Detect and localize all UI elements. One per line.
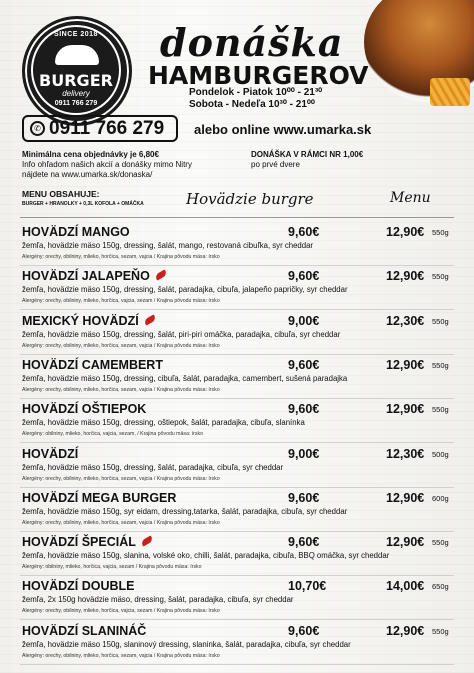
item-divider <box>20 309 454 310</box>
delivery-info <box>251 150 363 170</box>
item-allergens: Alergény: orechy, obilniny, mlieko, horčica, sezam, vajcia / Krajina pôvodu mäsa: írsko <box>22 519 220 526</box>
item-allergens: Alergény: obilniny, mlieko, horčica, vajcia, sezam, / Krajina pôvodu mäsa: írsko <box>22 431 203 438</box>
item-name-text: HOVÄDZÍ MEGA BURGER <box>22 490 177 505</box>
item-description: žemľa, hovädzie mäso 150g, dressing, cibuľa, šalát, paradajka, camembert, sušená paradajka <box>22 373 348 383</box>
item-name <box>22 491 176 505</box>
item-menu-price: 12,90€ <box>386 357 425 372</box>
item-price: 9,60€ <box>288 490 320 505</box>
item-name <box>22 269 167 283</box>
item-description: žemľa, hovädzie mäso 150g, dressing, šalát, piri-piri omáčka, paradajka, cibuľa, syr cheddar <box>22 329 341 339</box>
phone-icon: ✆ <box>30 121 45 136</box>
item-divider <box>20 354 454 355</box>
item-description: žemľa, hovädzie mäso 150g, dressing, šalát, paradajka, cibuľa, jalapeño papričky, syr cheddar <box>22 285 348 295</box>
menu-item[interactable] <box>22 225 456 269</box>
item-divider <box>20 531 454 532</box>
item-weight: 550g <box>432 405 449 415</box>
hours-weekend: Sobota - Nedeľa 10³⁰ - 21⁰⁰ <box>189 99 315 110</box>
column-menu: Menu <box>390 190 431 206</box>
item-allergens: Alergény: orechy, obilniny, mlieko, horčica, vajcia, sezam / Krajina pôvodu mäsa: írsko <box>22 608 220 615</box>
menu-item[interactable] <box>22 624 456 668</box>
online-order-link[interactable]: alebo online www.umarka.sk <box>194 122 372 137</box>
column-beef-burgers: Hovädzie burgre <box>186 190 314 208</box>
delivery-price-text: DONÁŠKA V RÁMCI NR 1,00€ <box>251 150 364 159</box>
logo-delivery-text: delivery <box>62 89 90 98</box>
item-allergens: Alergény: orechy, obilniny, mlieko, horčica, sezam, vajcia / Krajina pôvodu mäsa: írsko <box>22 652 220 659</box>
burger-icon <box>55 45 99 65</box>
item-divider <box>20 265 454 266</box>
burger-delivery-logo <box>22 16 132 126</box>
item-price: 9,60€ <box>288 535 320 550</box>
item-allergens: Alergény: orechy, obilniny, mlieko, horčica, sezam, vajcia / Krajina pôvodu mäsa: írsko <box>22 342 220 349</box>
item-allergens: Alergény: orechy, obilniny, mlieko, horčica, sezam, vajcia / Krajina pôvodu mäsa: írsko <box>22 386 220 393</box>
title-donaska: donáška <box>160 20 344 65</box>
menu-item[interactable] <box>22 579 456 623</box>
item-price: 9,00€ <box>288 313 320 328</box>
item-weight: 550g <box>432 228 449 237</box>
item-description: žemľa, hovädzie mäso 150g, slaninový dressing, slaninka, šalát, paradajka, cibuľa, syr cheddar <box>22 639 351 649</box>
title-hamburgerov: HAMBURGEROV <box>148 61 369 90</box>
item-menu-price: 12,90€ <box>386 225 425 239</box>
promo-note-2: nájdete na www.umarka.sk/donaska/ <box>22 170 153 179</box>
item-name-text: HOVÄDZÍ JALAPEŇO <box>22 269 150 284</box>
item-menu-price: 12,30€ <box>386 446 425 461</box>
item-name <box>22 225 130 239</box>
item-description: žemľa, 2x 150g hovädzie mäso, dressing, šalát, paradajka, cibuľa, syr cheddar <box>22 595 294 605</box>
header-divider <box>20 217 454 218</box>
item-name <box>22 447 78 461</box>
item-name-text: MEXICKÝ HOVÄDZÍ <box>22 313 139 328</box>
fries-photo <box>430 78 470 106</box>
menu-contains-label: MENU OBSAHUJE: <box>22 189 100 199</box>
item-name <box>22 358 163 372</box>
item-name <box>22 402 146 416</box>
item-price: 9,60€ <box>288 269 320 284</box>
item-divider <box>20 487 454 488</box>
phone-number[interactable]: 0911 766 279 <box>49 117 165 139</box>
item-name-text: HOVÄDZÍ DOUBLE <box>22 579 135 594</box>
chili-pepper-icon <box>154 270 167 281</box>
item-price: 9,60€ <box>288 357 320 372</box>
item-name <box>22 314 156 328</box>
item-allergens: Alergény: orechy, obilniny, mlieko, horčica, sezam, vajcia / Krajina pôvodu mäsa: írsko <box>22 475 220 482</box>
item-menu-price: 12,90€ <box>386 535 425 550</box>
menu-contains-detail: BURGER + HRANOLKY + 0,3L KOFOLA + OMÁČKA <box>22 201 144 207</box>
item-menu-price: 12,90€ <box>386 623 425 638</box>
item-description: žemľa, hovädzie mäso 150g, syr eidam, dressing,tatarka, šalát, paradajka, cibuľa, syr cheddar <box>22 506 348 516</box>
chili-pepper-icon <box>140 535 153 546</box>
item-price: 9,60€ <box>288 623 320 638</box>
item-menu-price: 12,90€ <box>386 490 425 505</box>
item-divider <box>20 442 454 443</box>
item-divider <box>20 575 454 576</box>
logo-since-text: SINCE 2018 <box>54 31 98 38</box>
item-divider <box>20 664 454 665</box>
item-menu-price: 12,30€ <box>386 313 425 328</box>
logo-ring <box>31 25 121 115</box>
item-name-text: HOVÄDZÍ ŠPECIÁL <box>22 535 136 550</box>
item-allergens: Alergény: orechy, obilniny, mlieko, horčica, sezam, vajcia / Krajina pôvodu mäsa: írsko <box>22 254 220 260</box>
item-weight: 550g <box>432 360 449 370</box>
item-weight: 600g <box>432 493 449 503</box>
chili-pepper-icon <box>143 314 156 325</box>
menu-item[interactable] <box>22 402 456 446</box>
item-divider <box>20 619 454 620</box>
item-weight: 550g <box>432 316 449 326</box>
phone-box[interactable] <box>22 115 178 142</box>
item-weight: 550g <box>432 626 449 636</box>
menu-item[interactable] <box>22 358 456 402</box>
item-name-text: HOVÄDZÍ OŠTIEPOK <box>22 402 147 417</box>
menu-item[interactable] <box>22 447 456 491</box>
item-name-text: HOVÄDZÍ MANGO <box>22 225 130 239</box>
item-menu-price: 14,00€ <box>386 579 425 594</box>
item-weight: 550g <box>432 272 449 282</box>
item-description: žemľa, hovädzie mäso 150g, dressing, šalát, paradajka, cibuľa, syr cheddar <box>22 462 284 472</box>
item-price: 9,00€ <box>288 446 320 461</box>
item-name <box>22 535 153 549</box>
item-description: žemľa, hovädzie mäso 150g, slanina, volské oko, chilli, šalát, paradajka, cibuľa, BBQ omáčka, syr cheddar <box>22 551 390 561</box>
menu-item[interactable] <box>22 535 456 579</box>
item-weight: 650g <box>432 582 449 592</box>
logo-phone-text: 0911 766 279 <box>54 100 98 107</box>
delivery-sub-text: po prvé dvere <box>251 160 300 169</box>
item-price: 9,60€ <box>288 402 320 417</box>
item-allergens: Alergény: orechy, obilniny, mlieko, horčica, vajcia, sezam / Krajina pôvodu mäsa: írsko <box>22 298 220 305</box>
item-allergens: Alergény: obilniny, mlieko, horčica, vajcia, sezam / Krajina pôvodu mäsa: írsko <box>22 564 202 571</box>
item-name-text: HOVÄDZÍ <box>22 446 79 461</box>
item-name-text: HOVÄDZÍ SLANINÁČ <box>22 623 147 638</box>
item-price: 10,70€ <box>288 579 327 594</box>
item-description: žemľa, hovädzie mäso 150g, dressing, oštiepok, šalát, paradajka, cibuľa, slanínka <box>22 418 305 428</box>
item-weight: 550g <box>432 538 449 548</box>
item-price: 9,60€ <box>288 225 320 239</box>
item-menu-price: 12,90€ <box>386 269 425 284</box>
item-name-text: HOVÄDZÍ CAMEMBERT <box>22 357 163 372</box>
order-info <box>22 150 192 180</box>
item-name <box>22 579 135 593</box>
hours-weekdays: Pondelok - Piatok 10⁰⁰ - 21³⁰ <box>189 87 323 98</box>
menu-item[interactable] <box>22 491 456 535</box>
item-divider <box>20 398 454 399</box>
menu-item[interactable] <box>22 314 456 358</box>
menu-item[interactable] <box>22 269 456 313</box>
min-order-text: Minimálna cena objednávky je 6,80€ <box>22 150 159 159</box>
item-description: žemľa, hovädzie mäso 150g, dressing, šalát, mango, restovaná cibuľka, syr cheddar <box>22 241 314 250</box>
item-menu-price: 12,90€ <box>386 402 425 417</box>
item-weight: 500g <box>432 449 449 459</box>
logo-burger-text: BURGER <box>39 71 113 90</box>
item-name <box>22 624 146 638</box>
promo-note-1: Info ohľadom našich akcií a donášky mimo Nitry <box>22 160 192 169</box>
